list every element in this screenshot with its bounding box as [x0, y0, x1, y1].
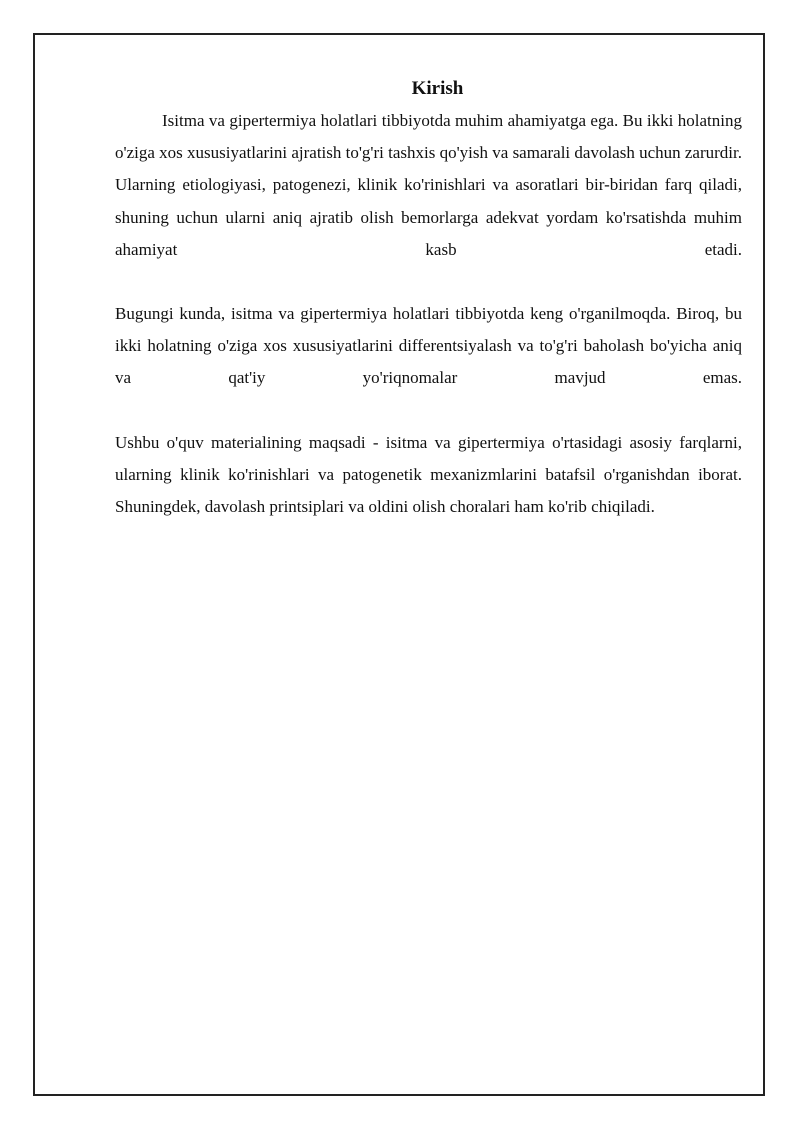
paragraph-purpose: Ushbu o'quv materialining maqsadi - isitma va gipertermiya o'rtasidagi asosiy farqlarni, ularning klinik ko'rinishlari va patogenetik mexanizmlarini batafsil o'rganishdan iborat. Shuningdek, davolash printsiplari va oldini olish choralari ham ko'rib chiqiladi. [115, 432, 742, 517]
paragraph-intro: Isitma va gipertermiya holatlari tibbiyotda muhim ahamiyatga ega. Bu ikki holatning o'ziga xos xususiyatlarini ajratish to'g'ri tashxis qo'yish va samarali davolash uchun zarurdir. Ularning etiologiyasi, patogenezi, klinik ko'rinishlari va asoratlari bir-biridan farq qiladi, shuning uchun ularni aniq ajratib olish bemorlarga adekvat yordam ko'rsatishda muhim ahamiyat kasb etadi. [115, 111, 742, 259]
document-body [115, 73, 742, 555]
document-title: Kirish [411, 78, 464, 99]
paragraph-current-state: Bugungi kunda, isitma va gipertermiya holatlari tibbiyotda keng o'rganilmoqda. Biroq, bu ikki holatning o'ziga xos xususiyatlarini differentsiyalash va to'g'ri baholash bo'yicha aniq va qat'iy yo'riqnomalar mavjud emas. [115, 304, 742, 388]
